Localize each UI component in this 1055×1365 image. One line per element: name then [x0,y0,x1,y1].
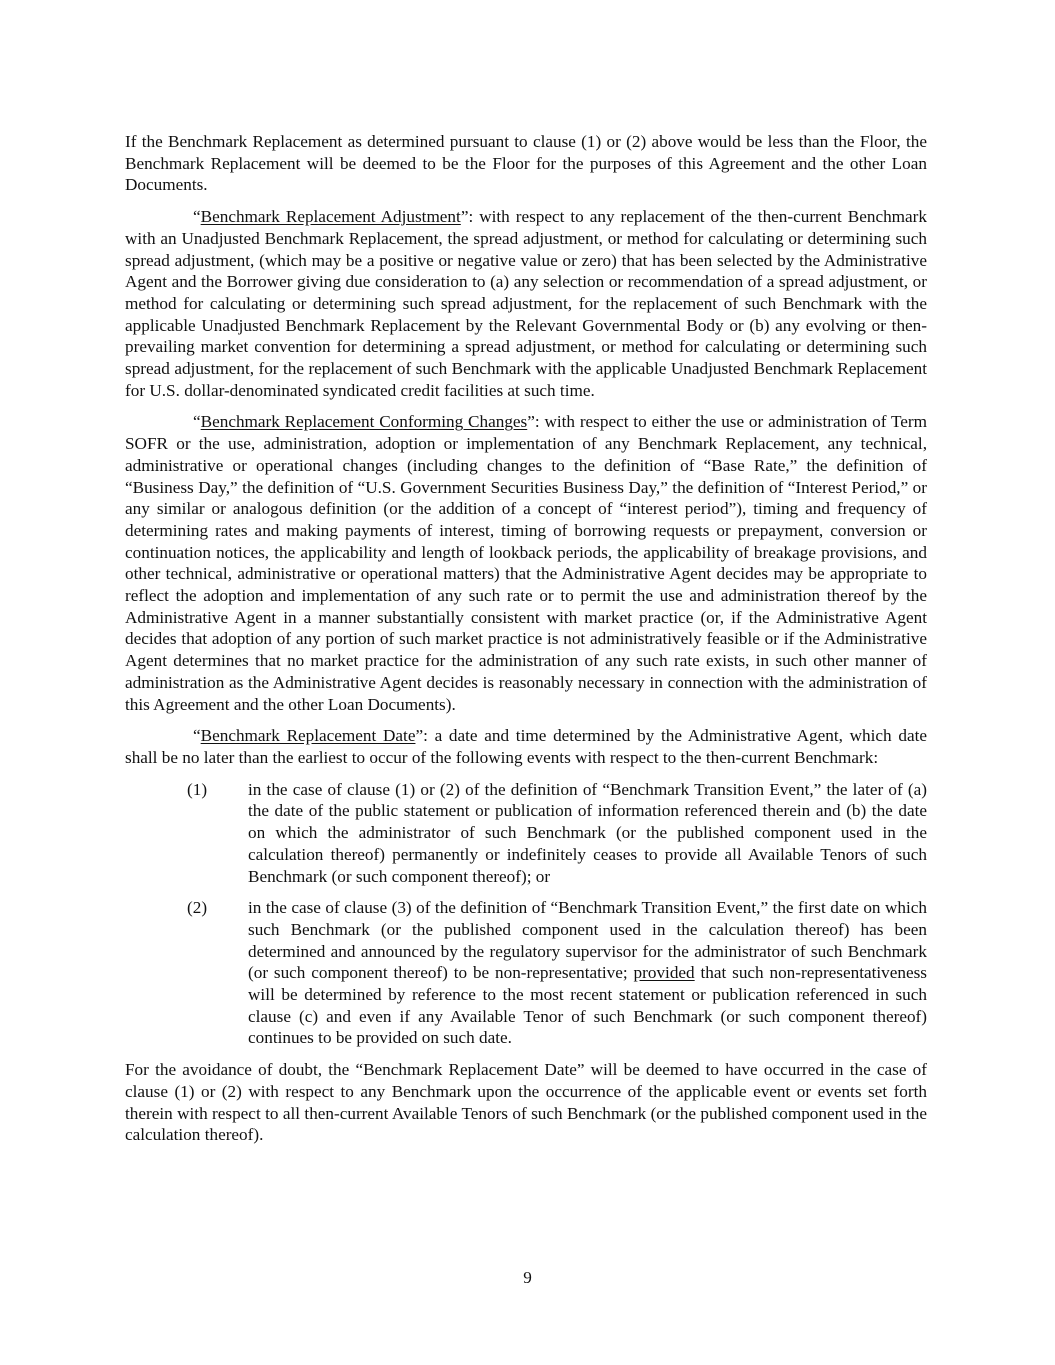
definition-benchmark-replacement-date [125,725,927,768]
defined-term: Benchmark Replacement Conforming Changes [200,412,528,432]
list-item-number: (2) [187,898,208,918]
definition-benchmark-replacement-conforming-changes [125,411,927,715]
list-item [125,897,927,1049]
definition-text: ”: with respect to any replacement of the then-current Benchmark with an Unadjusted Benchmark Replacement, the spread adjustment, or method for calculating or determining such spread adjustment, (which may be a positive or negative value or zero) that has been selected by the Administrative Agent and the Borrower giving due consideration to (a) any selection or recommendation of a spread adjustment, or method for calculating or determining such spread adjustment, for the replacement of such Benchmark with the applicable Unadjusted Benchmark Replacement by the Relevant Governmental Body or (b) any evolving or then-prevailing market convention for determining a spread adjustment, or method for calculating or determining such spread adjustment, for the replacement of such Benchmark with the applicable Unadjusted Benchmark Replacement for U.S. dollar-denominated syndicated credit facilities at such time. [125,207,927,400]
document-page [125,131,927,1156]
definition-benchmark-replacement-adjustment [125,206,927,401]
defined-term: Benchmark Replacement Date [200,726,416,746]
list-item-text-post: that such non-representativeness will be determined by reference to the most recent statement or publication referenced in such clause (c) and even if any Available Tenor of such Benchmark (or such component thereof) continues to be provided on such date. [248,963,927,1048]
list-item-text-pre: in the case of clause (3) of the definition of “Benchmark Transition Event,” the first date on which such Benchmark (or the published component used in the calculation thereof) has been determined and announced by the regulatory supervisor for the administrator of such Benchmark (or such component thereof) to be non-representative; [248,898,927,983]
underlined-word: provided [633,963,695,983]
page-number: 9 [523,1268,532,1287]
paragraph-floor: If the Benchmark Replacement as determined pursuant to clause (1) or (2) above would be less than the Floor, the Benchmark Replacement will be deemed to be the Floor for the purposes of this Agreement and the other Loan Documents. [125,132,927,195]
open-quote: “ [193,726,201,746]
list-item [125,779,927,888]
definition-text: ”: with respect to either the use or administration of Term SOFR or the use, administration, adoption or implementation of any Benchmark Replacement, any technical, administrative or operational changes (including changes to the definition of “Base Rate,” the definition of “Business Day,” the definition of “U.S. Government Securities Business Day,” the definition of “Interest Period,” or any similar or analogous definition (or the addition of a concept of “interest period”), timing and frequency of determining rates and making payments of interest, timing of borrowing requests or prepayment, conversion or continuation notices, the applicability and length of lookback periods, the applicability of breakage provisions, and other technical, administrative or operational matters) that the Administrative Agent decides may be appropriate to reflect the adoption and implementation of any such rate or to permit the use and administration thereof by the Administrative Agent in a manner substantially consistent with market practice (or, if the Administrative Agent decides that adoption of any portion of such market practice is not administratively feasible or if the Administrative Agent determines that no market practice for the administration of any such rate exists, in such other manner of administration as the Administrative Agent decides is reasonably necessary in connection with the administration of this Agreement and the other Loan Documents). [125,412,927,714]
list-item-number: (1) [187,779,208,799]
definition-text: ”: a date and time determined by the Administrative Agent, which date shall be no later than the earliest to occur of the following events with respect to the then-current Benchmark: [125,726,927,767]
open-quote: “ [193,412,201,432]
list-item-text: in the case of clause (1) or (2) of the definition of “Benchmark Transition Event,” the later of (a) the date of the public statement or publication of information referenced therein and (b) the date on which the administrator of such Benchmark (or the published component used in the calculation thereof) permanently or indefinitely ceases to provide all Available Tenors of such Benchmark (or such component thereof); or [248,779,927,886]
list-item-text [248,897,927,1049]
open-quote: “ [193,207,201,227]
defined-term: Benchmark Replacement Adjustment [200,207,461,227]
paragraph-avoidance-of-doubt: For the avoidance of doubt, the “Benchmark Replacement Date” will be deemed to have occurred in the case of clause (1) or (2) with respect to any Benchmark upon the occurrence of the applicable event or events set forth therein with respect to all then-current Available Tenors of such Benchmark (or the published component used in the calculation thereof). [125,1060,927,1145]
